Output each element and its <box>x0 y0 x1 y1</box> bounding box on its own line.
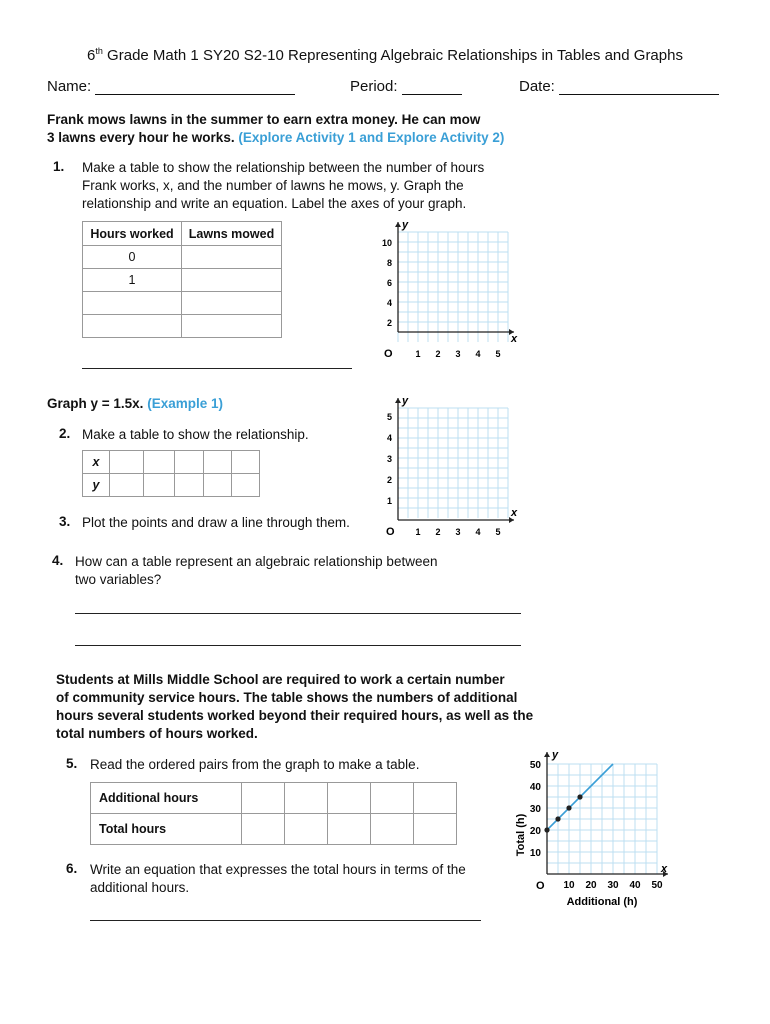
graph2-y-tick: 1 <box>386 496 392 506</box>
q3-text: Plot the points and draw a line through them. <box>82 515 350 530</box>
graph1-x-tick: 4 <box>475 349 481 359</box>
graph2-x-tick: 1 <box>415 527 421 537</box>
graph1[interactable] <box>364 218 524 368</box>
graph2-x-letter: x <box>511 507 518 519</box>
q5-number: 5. <box>66 756 78 771</box>
q4-number: 4. <box>52 553 64 568</box>
q5-cell[interactable] <box>328 814 371 845</box>
example-link[interactable]: (Example 1) <box>147 396 223 411</box>
graph1-x-tick: 2 <box>435 349 441 359</box>
q5-row-total: Total hours <box>91 814 242 845</box>
section2-heading <box>47 395 223 413</box>
section3-intro-line1: Students at Mills Middle School are required to work a certain number <box>56 672 505 687</box>
graph2-x-tick: 4 <box>475 527 481 537</box>
q4-text <box>75 553 437 589</box>
chart-x-tick-label: 40 <box>629 880 641 891</box>
chart-y-tick-label: 30 <box>529 804 541 815</box>
q1-line3: relationship and write an equation. Label the axes of your graph. <box>82 196 467 211</box>
chart-data-point <box>577 794 582 799</box>
graph1-y-tick: 6 <box>386 278 392 288</box>
graph2-y-tick: 2 <box>386 475 392 485</box>
q2-cell[interactable] <box>144 451 175 474</box>
q1-cell-lawns[interactable] <box>182 246 282 269</box>
chart-x-tick-label: 50 <box>651 880 663 891</box>
q2-cell[interactable] <box>144 474 175 497</box>
graph1-x-tick: 1 <box>415 349 421 359</box>
graph2-x-tick: 3 <box>455 527 461 537</box>
graph1-origin: O <box>384 348 393 360</box>
q2-cell[interactable] <box>110 451 144 474</box>
graph2-grid <box>398 408 508 518</box>
chart-data-point <box>555 816 560 821</box>
graph1-y-tick: 10 <box>381 238 392 248</box>
q2-cell[interactable] <box>232 451 260 474</box>
section2-heading-text: Graph y = 1.5x. <box>47 396 144 411</box>
period-label: Period: <box>350 78 398 95</box>
chart-x-tick-label: 20 <box>585 880 597 891</box>
q1-number: 1. <box>53 159 65 174</box>
chart-y-tick-label: 50 <box>529 760 541 771</box>
chart-y-tick-label: 40 <box>529 782 541 793</box>
title-superscript: th <box>95 46 103 56</box>
q2-text: Make a table to show the relationship. <box>82 427 309 442</box>
section3-intro-line3: hours several students worked beyond their required hours, as well as the <box>56 708 534 723</box>
graph2-y-tick: 4 <box>386 433 392 443</box>
title-rest: Grade Math 1 SY20 S2-10 Representing Algebraic Relationships in Tables and Graphs <box>102 47 683 64</box>
q1-line1: Make a table to show the relationship between the number of hours <box>82 160 485 175</box>
q5-cell[interactable] <box>371 814 414 845</box>
q2-table <box>82 450 260 497</box>
community-service-chart[interactable] <box>508 748 678 910</box>
q5-text: Read the ordered pairs from the graph to make a table. <box>90 757 420 772</box>
q6-answer-line[interactable] <box>90 920 481 921</box>
q1-answer-line[interactable] <box>82 368 352 369</box>
chart-data-point <box>544 827 549 832</box>
graph2-x-tick: 2 <box>435 527 441 537</box>
graph1-y-tick: 8 <box>386 258 392 268</box>
section3-intro-line4: total numbers of hours worked. <box>56 726 258 741</box>
q1-line2: Frank works, x, and the number of lawns he mows, y. Graph the <box>82 178 464 193</box>
graph2-origin: O <box>386 526 395 538</box>
graph1-y-tick: 4 <box>386 298 392 308</box>
q1-cell-hours[interactable]: 1 <box>83 269 182 292</box>
section1-intro-line1: Frank mows lawns in the summer to earn extra money. He can mow <box>47 112 481 127</box>
q5-cell[interactable] <box>242 814 285 845</box>
chart-x-tick-label: 30 <box>607 880 619 891</box>
q6-line1: Write an equation that expresses the total hours in terms of the <box>90 862 466 877</box>
graph1-y-tick: 2 <box>386 318 392 328</box>
q4-answer-line[interactable] <box>75 645 521 646</box>
q2-cell[interactable] <box>232 474 260 497</box>
graph1-y-letter: y <box>402 219 409 231</box>
explore-activity-link[interactable]: (Explore Activity 1 and Explore Activity 2) <box>238 130 505 145</box>
graph1-x-tick: 3 <box>455 349 461 359</box>
q2-cell[interactable] <box>175 451 204 474</box>
date-label: Date: <box>519 78 555 95</box>
q5-cell[interactable] <box>414 814 457 845</box>
q1-cell-hours[interactable] <box>83 292 182 315</box>
q2-number: 2. <box>59 426 71 441</box>
q1-table <box>82 221 282 338</box>
q5-cell[interactable] <box>285 814 328 845</box>
q1-cell-hours[interactable] <box>83 315 182 338</box>
section1-intro-line2: 3 lawns every hour he works. <box>47 130 235 145</box>
q4-line2: two variables? <box>75 572 162 587</box>
chart-x-tick-label: 10 <box>563 880 575 891</box>
q6-text <box>90 861 466 897</box>
q6-number: 6. <box>66 861 78 876</box>
title-prefix: 6 <box>87 47 96 64</box>
section3-intro-line2: of community service hours. The table shows the numbers of additional <box>56 690 518 705</box>
graph1-x-tick: 5 <box>495 349 501 359</box>
graph1-x-letter: x <box>511 333 518 345</box>
chart-grid <box>547 764 657 874</box>
graph2-x-tick: 5 <box>495 527 501 537</box>
chart-x-axis-title: Additional (h) <box>566 896 638 908</box>
q1-cell-lawns[interactable] <box>182 269 282 292</box>
section3-intro <box>56 671 533 743</box>
q5-cell[interactable] <box>242 783 285 814</box>
chart-x-letter: x <box>661 863 668 875</box>
chart-y-tick-label: 20 <box>529 826 541 837</box>
q2-cell[interactable] <box>110 474 144 497</box>
graph2-y-tick: 3 <box>386 454 392 464</box>
q1-cell-hours[interactable]: 0 <box>83 246 182 269</box>
q6-line2: additional hours. <box>90 880 190 895</box>
q2-cell[interactable] <box>204 451 232 474</box>
q5-row-additional: Additional hours <box>91 783 242 814</box>
q2-row-x-label: x <box>83 451 110 474</box>
chart-y-tick-label: 10 <box>529 848 541 859</box>
q5-cell[interactable] <box>285 783 328 814</box>
q5-cell[interactable] <box>328 783 371 814</box>
page-title <box>0 46 770 64</box>
q1-col-hours: Hours worked <box>83 222 182 246</box>
graph2-y-tick: 5 <box>386 412 392 422</box>
q5-cell[interactable] <box>371 783 414 814</box>
chart-origin: O <box>536 880 545 892</box>
q1-text <box>82 159 484 213</box>
name-label: Name: <box>47 78 92 95</box>
date-field[interactable] <box>519 78 719 95</box>
q1-cell-lawns[interactable] <box>182 292 282 315</box>
q4-answer-line[interactable] <box>75 613 521 614</box>
date-blank[interactable] <box>559 78 719 95</box>
q5-cell[interactable] <box>414 783 457 814</box>
q2-cell[interactable] <box>175 474 204 497</box>
period-field[interactable] <box>350 78 462 95</box>
q2-row-y-label: y <box>83 474 110 497</box>
name-field[interactable] <box>47 78 295 95</box>
name-blank[interactable] <box>95 78 295 95</box>
graph2-y-letter: y <box>402 395 409 407</box>
chart-y-axis-title: Total (h) <box>515 813 527 857</box>
q3-number: 3. <box>59 514 71 529</box>
q1-col-lawns: Lawns mowed <box>182 222 282 246</box>
section1-intro <box>47 111 504 147</box>
q2-cell[interactable] <box>204 474 232 497</box>
graph2[interactable] <box>364 394 524 544</box>
period-blank[interactable] <box>402 78 462 95</box>
graph1-grid <box>398 232 508 342</box>
chart-data-point <box>566 805 571 810</box>
chart-y-letter: y <box>552 749 559 761</box>
q4-line1: How can a table represent an algebraic relationship between <box>75 554 438 569</box>
q5-table <box>90 782 457 845</box>
q1-cell-lawns[interactable] <box>182 315 282 338</box>
